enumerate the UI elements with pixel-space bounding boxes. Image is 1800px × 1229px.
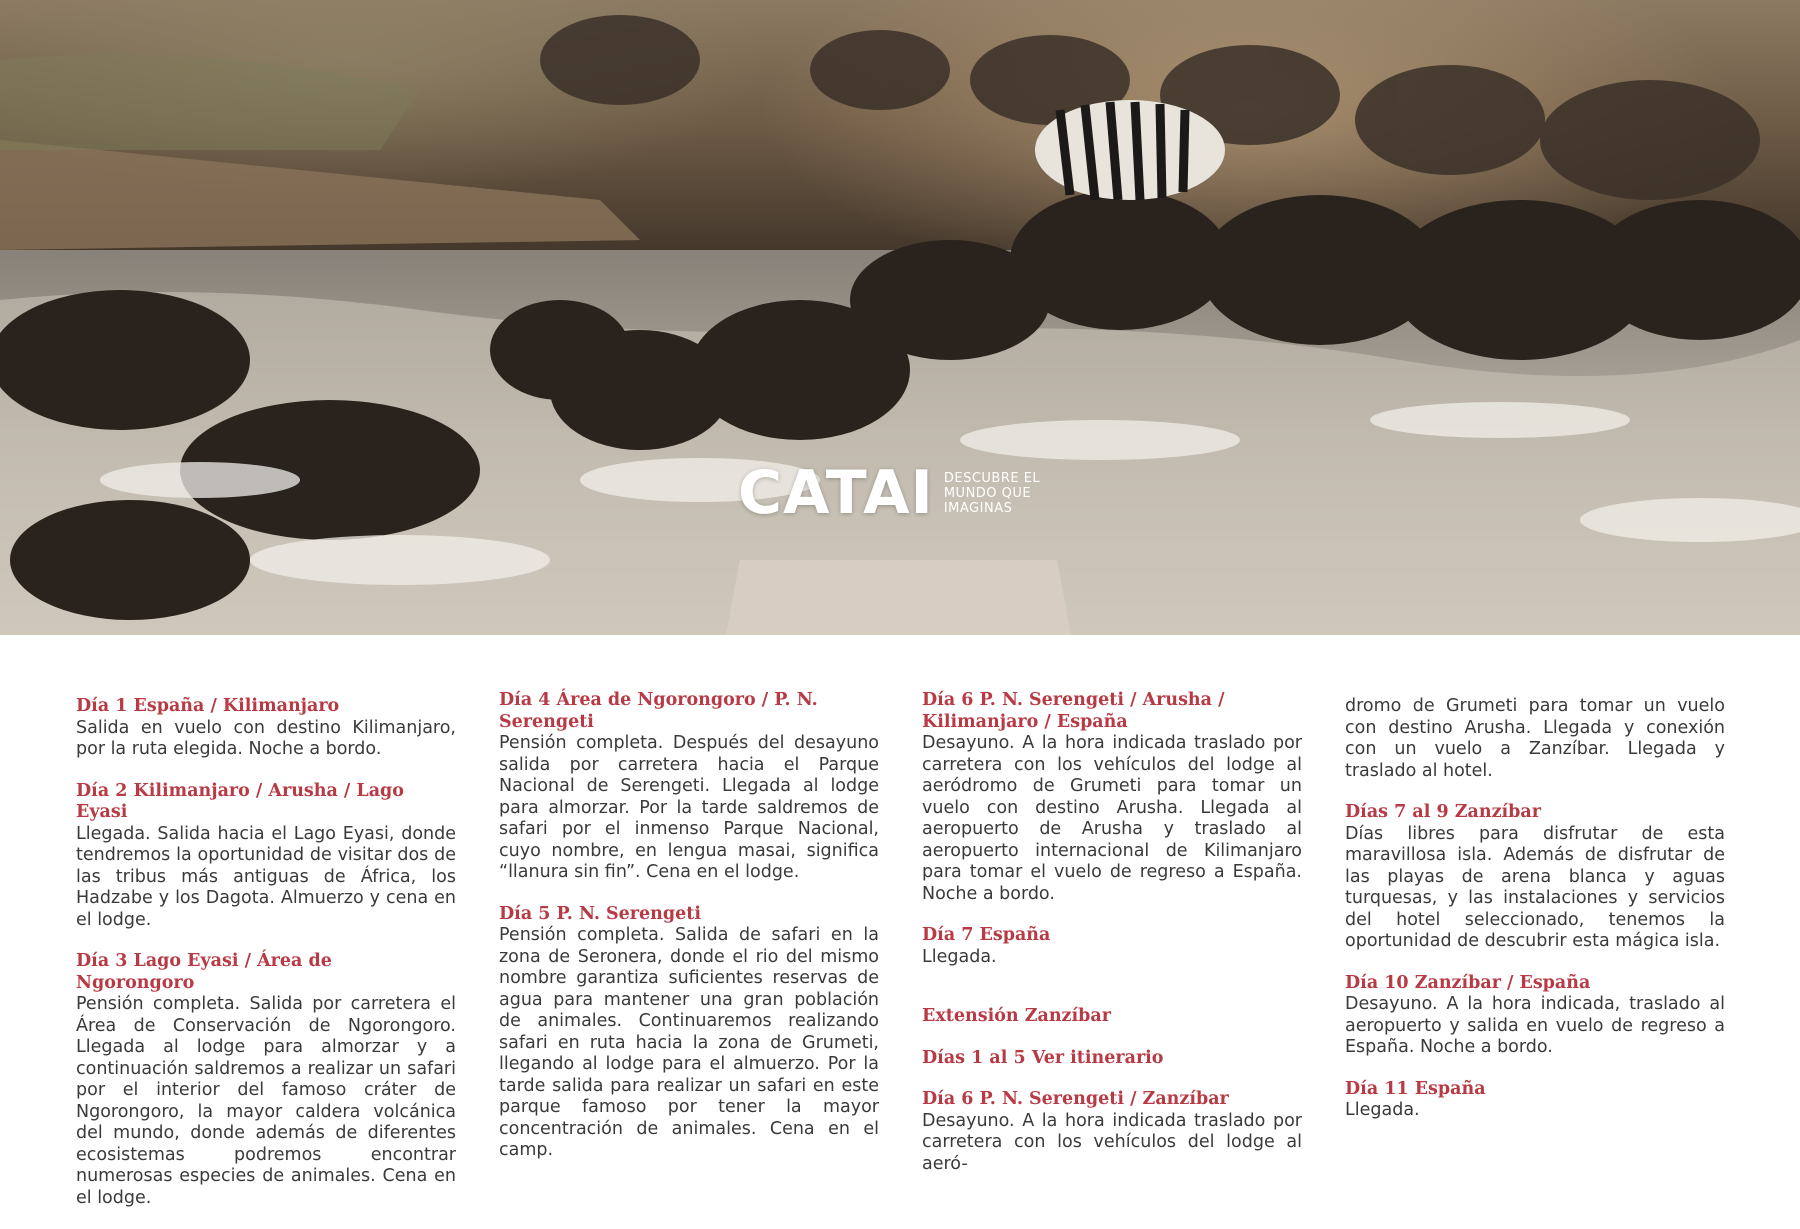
itinerary-day bbox=[76, 951, 456, 1209]
day-heading: Día 5 P. N. Serengeti bbox=[499, 903, 701, 924]
brand-tagline bbox=[944, 471, 1040, 516]
day-description: Llegada. bbox=[1345, 1100, 1420, 1120]
tagline-line-1: DESCUBRE EL bbox=[943, 470, 1041, 486]
day-heading: Día 6 P. N. Serengeti / Arusha / Kilimanjaro / España bbox=[922, 690, 1225, 732]
page-tab-shape bbox=[726, 560, 1071, 635]
day-description: Llegada. bbox=[922, 946, 997, 967]
day-description: Desayuno. A la hora indicada, traslado al aeropuerto y salida en vuelo de regreso a España. Noche a bordo. bbox=[1345, 994, 1725, 1057]
day-heading: Día 11 España bbox=[1345, 1078, 1486, 1099]
tagline-line-3: IMAGINAS bbox=[943, 500, 1013, 516]
day-heading: Días 7 al 9 Zanzíbar bbox=[1345, 802, 1541, 822]
day-heading: Día 1 España / Kilimanjaro bbox=[76, 696, 340, 716]
day-description: Pensión completa. Después del desayuno salida por carretera hacia el Parque Nacional de Serengeti. Llegada al lodge para almorzar. Por la tarde saldremos de safari por el inmenso Parque Nacional, cuyo nombre, en lengua masai, significa “llanura sin fin”. Cena en el lodge. bbox=[499, 733, 879, 882]
day-description: Días libres para disfrutar de esta maravillosa isla. Además de disfrutar de las playas de arena blanca y aguas turquesas, y las instalaciones y servicios del hotel seleccionado, tenemos la oportunidad de descubrir esta mágica isla. bbox=[1345, 823, 1725, 951]
day-description: Pensión completa. Salida por carretera el Área de Conservación de Ngorongoro. Llegada al lodge para almorzar y a continuación saldremos a realizar un safari por el interior del famoso cráter de Ngorongoro, la mayor caldera volcánica del mundo, donde además de diferentes ecosistemas podremos encontrar numerosas especies de animales. Cena en el lodge. bbox=[76, 994, 456, 1208]
day-heading: Día 10 Zanzíbar / España bbox=[1345, 972, 1591, 993]
itinerary-day bbox=[922, 925, 1302, 968]
catai-logo bbox=[738, 458, 1040, 528]
itinerary-day bbox=[499, 904, 879, 1162]
itinerary-column-2 bbox=[499, 690, 879, 1182]
extension-heading-block bbox=[922, 1006, 1302, 1028]
itinerary-column-4 bbox=[1345, 696, 1725, 1142]
itinerary-day bbox=[922, 1089, 1302, 1175]
itinerary-day bbox=[76, 781, 456, 932]
itinerary-day bbox=[922, 690, 1302, 905]
day-heading: Día 2 Kilimanjaro / Arusha / Lago Eyasi bbox=[76, 780, 404, 822]
day-heading: Día 6 P. N. Serengeti / Zanzíbar bbox=[922, 1089, 1229, 1109]
itinerary-column-3 bbox=[922, 690, 1302, 1195]
day-description: dromo de Grumeti para tomar un vuelo con destino Arusha. Llegada y conexión con un vuelo a Zanzíbar. Llegada y traslado al hotel. bbox=[1345, 696, 1725, 781]
day-heading: Días 1 al 5 Ver itinerario bbox=[922, 1047, 1164, 1068]
tagline-line-2: MUNDO QUE bbox=[943, 485, 1032, 501]
day-description: Pensión completa. Salida de safari en la zona de Seronera, donde el rio del mismo nombre garantiza suficientes reservas de agua para mantener una gran población de animales. Continuaremos realizando safari en ruta hacia la zona de Grumeti, llegando al lodge para el almuerzo. Por la tarde salida para realizar un safari en este parque famoso por tener la mayor concentración de animales. Cena en el camp. bbox=[499, 925, 879, 1160]
itinerary-day bbox=[76, 696, 456, 761]
itinerary-day bbox=[1345, 973, 1725, 1059]
zebra-illustration bbox=[1035, 100, 1225, 200]
day-description: Desayuno. A la hora indicada traslado por carretera con los vehículos del lodge al aeródromo de Grumeti para tomar un vuelo con destino Arusha. Llegada al aeropuerto de Arusha y traslado al aeropuerto internacional de Kilimanjaro para tomar el vuelo de regreso a España. Noche a bordo. bbox=[922, 733, 1302, 904]
itinerary-day bbox=[1345, 1079, 1725, 1122]
extension-heading: Extensión Zanzíbar bbox=[922, 1006, 1111, 1026]
day-heading: Día 7 España bbox=[922, 925, 1051, 945]
day-description: Salida en vuelo con destino Kilimanjaro, por la ruta elegida. Noche a bordo. bbox=[76, 717, 456, 759]
itinerary-column-1 bbox=[76, 696, 456, 1229]
day-heading: Día 4 Área de Ngorongoro / P. N. Serengeti bbox=[499, 690, 818, 732]
itinerary-day bbox=[499, 690, 879, 884]
day-description: Llegada. Salida hacia el Lago Eyasi, donde tendremos la oportunidad de visitar dos de las tribus más antiguas de África, los Hadzabe y los Dagota. Almuerzo y cena en el lodge. bbox=[76, 823, 456, 930]
day-description: Desayuno. A la hora indicada traslado por carretera con los vehículos del lodge al aeró- bbox=[922, 1110, 1302, 1174]
itinerary-day bbox=[922, 1048, 1302, 1070]
day-heading: Día 3 Lago Eyasi / Área de Ngorongoro bbox=[76, 951, 332, 993]
itinerary-day-continued bbox=[1345, 696, 1725, 782]
itinerary-day bbox=[1345, 802, 1725, 953]
brand-name: CATAI bbox=[738, 458, 934, 528]
